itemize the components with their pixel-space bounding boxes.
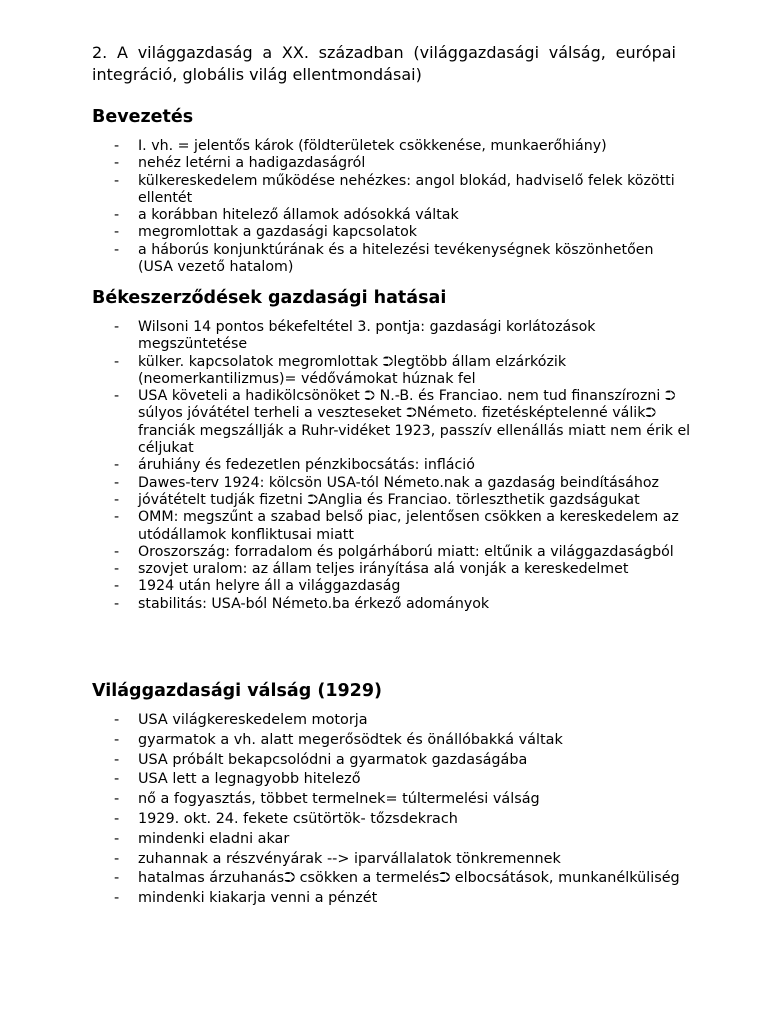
list-item: - OMM: megszűnt a szabad belső piac, jelentősen csökken a kereskedelem az utódállamok konfliktusai miatt <box>114 509 679 543</box>
world-economic-crisis-list <box>92 711 692 909</box>
list-item: - mindenki eladni akar <box>114 830 290 847</box>
list-item: - külker. kapcsolatok megromlottak ⮊legtöbb állam elzárkózik (neomerkantilizmus)= védővámokat húznak fel <box>114 353 567 387</box>
list-item: - a korábban hitelező államok adósokká váltak <box>114 207 459 224</box>
section-heading-world-economic-crisis: Világgazdasági válság (1929) <box>92 681 383 701</box>
list-item: - zuhannak a részvényárak --> iparvállalatok tönkremennek <box>114 850 561 867</box>
list-item: - Oroszország: forradalom és polgárháború miatt: eltűnik a világgazdaságból <box>114 543 674 560</box>
list-item: - Wilsoni 14 pontos békefeltétel 3. pontja: gazdasági korlátozások megszüntetése <box>114 319 596 353</box>
list-item: - stabilitás: USA-ból Németo.ba érkező adományok <box>114 595 490 612</box>
section-heading-introduction: Bevezetés <box>92 107 194 127</box>
list-item: - 1924 után helyre áll a világgazdaság <box>114 578 401 595</box>
list-item: - jóvátételt tudják fizetni ⮊Anglia és Franciao. törleszthetik gazdságukat <box>114 491 640 508</box>
list-item: - hatalmas árzuhanás⮊ csökken a termelés⮊ elbocsátások, munkanélküliség <box>114 870 680 887</box>
list-item: - I. vh. = jelentős károk (földterületek csökkenése, munkaerőhiány) <box>114 138 607 154</box>
document-title: 2. A világgazdaság a XX. században (világgazdasági válság, európai integráció, globális világ ellentmondásai) <box>92 43 676 84</box>
list-item: - áruhiány és fedezetlen pénzkibocsátás: infláció <box>114 457 475 474</box>
list-item: - nő a fogyasztás, többet termelnek= túltermelési válság <box>114 791 540 808</box>
list-item: - külkereskedelem működése nehézkes: angol blokád, hadviselő felek közötti ellentét <box>114 172 675 206</box>
list-item: - nehéz letérni a hadigazdaságról <box>114 155 366 172</box>
section-heading-peace-treaties: Békeszerződések gazdasági hatásai <box>92 288 447 308</box>
list-item: - gyarmatok a vh. alatt megerősödtek és önállóbakká váltak <box>114 731 563 748</box>
peace-treaties-list <box>92 319 692 613</box>
list-item: - 1929. okt. 24. fekete csütörtök- tőzsdekrach <box>114 810 458 827</box>
list-item: - mindenki kiakarja venni a pénzét <box>114 890 378 907</box>
list-item: - USA próbált bekapcsolódni a gyarmatok gazdaságába <box>114 751 528 768</box>
introduction-list <box>92 138 692 276</box>
list-item: - USA lett a legnagyobb hitelező <box>114 771 361 788</box>
list-item: - szovjet uralom: az állam teljes irányítása alá vonják a kereskedelmet <box>114 561 629 578</box>
list-item: - Dawes-terv 1924: kölcsön USA-tól Németo.nak a gazdaság beindításához <box>114 474 659 491</box>
list-item: - USA világkereskedelem motorja <box>114 712 368 728</box>
list-item: - a háborús konjunktúrának és a hitelezési tevékenységnek köszönhetően (USA vezető hatalom) <box>114 241 654 276</box>
list-item: - USA követeli a hadikölcsönöket ⮊ N.-B. és Franciao. nem tud finanszírozni ⮊ súlyos jóvátétel terheli a veszteseket ⮊Németo. fizetésképtelenné válik⮊ franciák megszállják a Ruhr-vidéket 1923, passzív ellenállás miatt nem érik el céljukat <box>114 388 691 457</box>
list-item: - megromlottak a gazdasági kapcsolatok <box>114 224 417 241</box>
